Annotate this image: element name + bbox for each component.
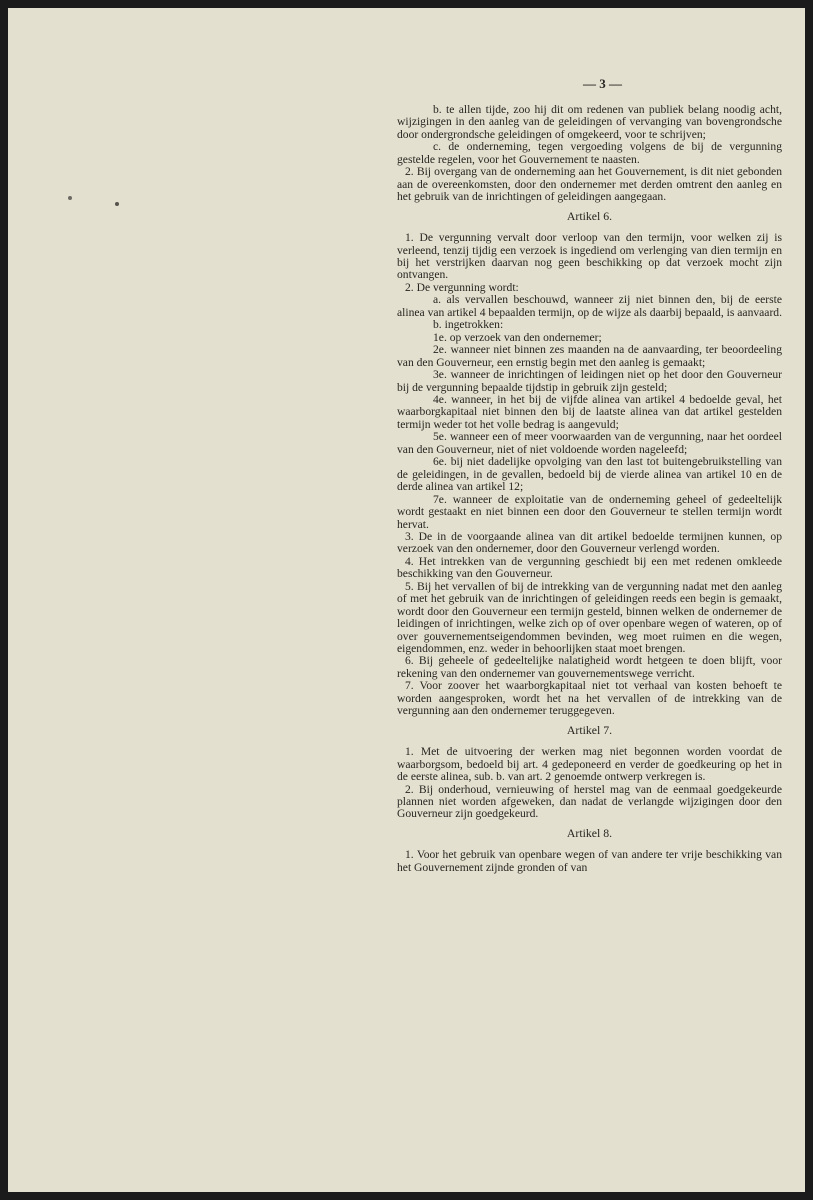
paragraph: c. de onderneming, tegen vergoeding volgens de bij de vergunning gestelde regelen, voor het Gouvernement te naasten. bbox=[397, 140, 782, 166]
paragraph: 2. Bij onderhoud, vernieuwing of herstel mag van de eenmaal goedgekeurde plannen niet worden afgeweken, dan nadat de verlangde wijzigingen door den Gouverneur zijn goedgekeurd. bbox=[397, 782, 782, 821]
list-item: 5e. wanneer een of meer voorwaarden van de vergunning, naar het oordeel van den Gouverneur, niet of niet voldoende worden nageleefd; bbox=[397, 430, 782, 456]
article-heading: Artikel 7. bbox=[566, 722, 613, 737]
paragraph: 2. Bij overgang van de onderneming aan het Gouvernement, is dit niet gebonden aan de overeenkomsten, door den ondernemer met derden omtrent den aanleg en het gebruik van de inrichtingen of geleidingen aangegaan. bbox=[397, 165, 782, 204]
list-item: 3e. wanneer de inrichtingen of leidingen niet op het door den Gouverneur bij de vergunning bepaalde tijdstip in gebruik zijn gesteld; bbox=[397, 368, 782, 394]
paragraph: b. ingetrokken: bbox=[433, 318, 504, 332]
list-item: 6e. bij niet dadelijke opvolging van den last tot buitengebruikstelling van de geleidingen, in de gevallen, bedoeld bij de vierde alinea van artikel 10 en de derde alinea van artikel 12; bbox=[397, 455, 782, 494]
paragraph: b. te allen tijde, zoo hij dit om redenen van publiek belang noodig acht, wijzigingen in den aanleg van de geleidingen of vervanging van bovengrondsche door ondergrondsche geleidingen of omgekeerd, voor te schrijven; bbox=[397, 103, 782, 141]
document-page bbox=[8, 8, 805, 1192]
page-number: — 3 — bbox=[583, 76, 622, 91]
paragraph: 6. Bij geheele of gedeeltelijke nalatigheid wordt hetgeen te doen blijft, voor rekening van den ondernemer van gouvernementswege verricht. bbox=[397, 654, 782, 680]
text-column bbox=[397, 76, 782, 874]
list-item: 4e. wanneer, in het bij de vijfde alinea van artikel 4 bedoelde geval, het waarborgkapitaal niet binnen den bij de laatste alinea van dat artikel gestelden termijn weder tot het volle bedrag is aangevuld; bbox=[397, 392, 782, 431]
speck-mark bbox=[68, 196, 72, 200]
paragraph: 3. De in de voorgaande alinea van dit artikel bedoelde termijnen kunnen, op verzoek van den ondernemer, door den Gouverneur verlengd worden. bbox=[397, 529, 782, 556]
paragraph: 1. Voor het gebruik van openbare wegen of van andere ter vrije beschikking van het Gouvernement zijnde gronden of van bbox=[397, 848, 782, 874]
paragraph: 2. De vergunning wordt: bbox=[405, 280, 519, 294]
paragraph: a. als vervallen beschouwd, wanneer zij niet binnen den, bij de eerste alinea van artikel 4 bepaalden termijn, op de wijze als daarbij bepaald, is aanvaard. bbox=[397, 293, 783, 319]
article-heading: Artikel 6. bbox=[566, 208, 613, 223]
list-item: 7e. wanneer de exploitatie van de onderneming geheel of gedeeltelijk wordt gestaakt en niet binnen een door den Gouverneur te stellen termijn wordt hervat. bbox=[397, 492, 782, 531]
paragraph: 1. De vergunning vervalt door verloop van den termijn, voor welken zij is verleend, tenzij tijdig een verzoek is ingediend om verlenging van dien termijn en bij het verstrijken daarvan nog geen beschikking op dat verzoek mocht zijn ontvangen. bbox=[397, 231, 782, 282]
article-heading: Artikel 8. bbox=[566, 825, 613, 840]
paragraph: 4. Het intrekken van de vergunning geschiedt bij een met redenen omkleede beschikking van den Gouverneur. bbox=[397, 554, 782, 581]
speck-mark bbox=[115, 202, 119, 206]
paragraph: 7. Voor zoover het waarborgkapitaal niet tot verhaal van kosten behoeft te worden aangesproken, wordt het na het vervallen of de intrekking van de vergunning aan den ondernemer teruggegeven. bbox=[397, 679, 782, 718]
list-item: 1e. op verzoek van den ondernemer; bbox=[433, 330, 602, 344]
paragraph: 5. Bij het vervallen of bij de intrekking van de vergunning nadat met den aanleg of met het gebruik van de inrichtingen of geleidingen reeds een begin is gemaakt, wordt door den Gouverneur een termijn gesteld, binnen welken de ondernemer de leidingen of inrichtingen, welke zich op of over openbare wegen of wateren, op of over gouvernementseigendommen bevinden, weg moet ruimen en die wegen, eigendommen, enz. weder in behoorlijken staat moet brengen. bbox=[397, 579, 782, 656]
list-item: 2e. wanneer niet binnen zes maanden na de aanvaarding, ter beoordeeling van den Gouverneur, een ernstig begin met den aanleg is gemaakt; bbox=[397, 343, 782, 369]
paragraph: 1. Met de uitvoering der werken mag niet begonnen worden voordat de waarborgsom, bedoeld bij art. 4 gedeponeerd en verder de goedkeuring op het in de eerste alinea, sub. b. van art. 2 genoemde ontwerp verkregen is. bbox=[397, 745, 782, 784]
